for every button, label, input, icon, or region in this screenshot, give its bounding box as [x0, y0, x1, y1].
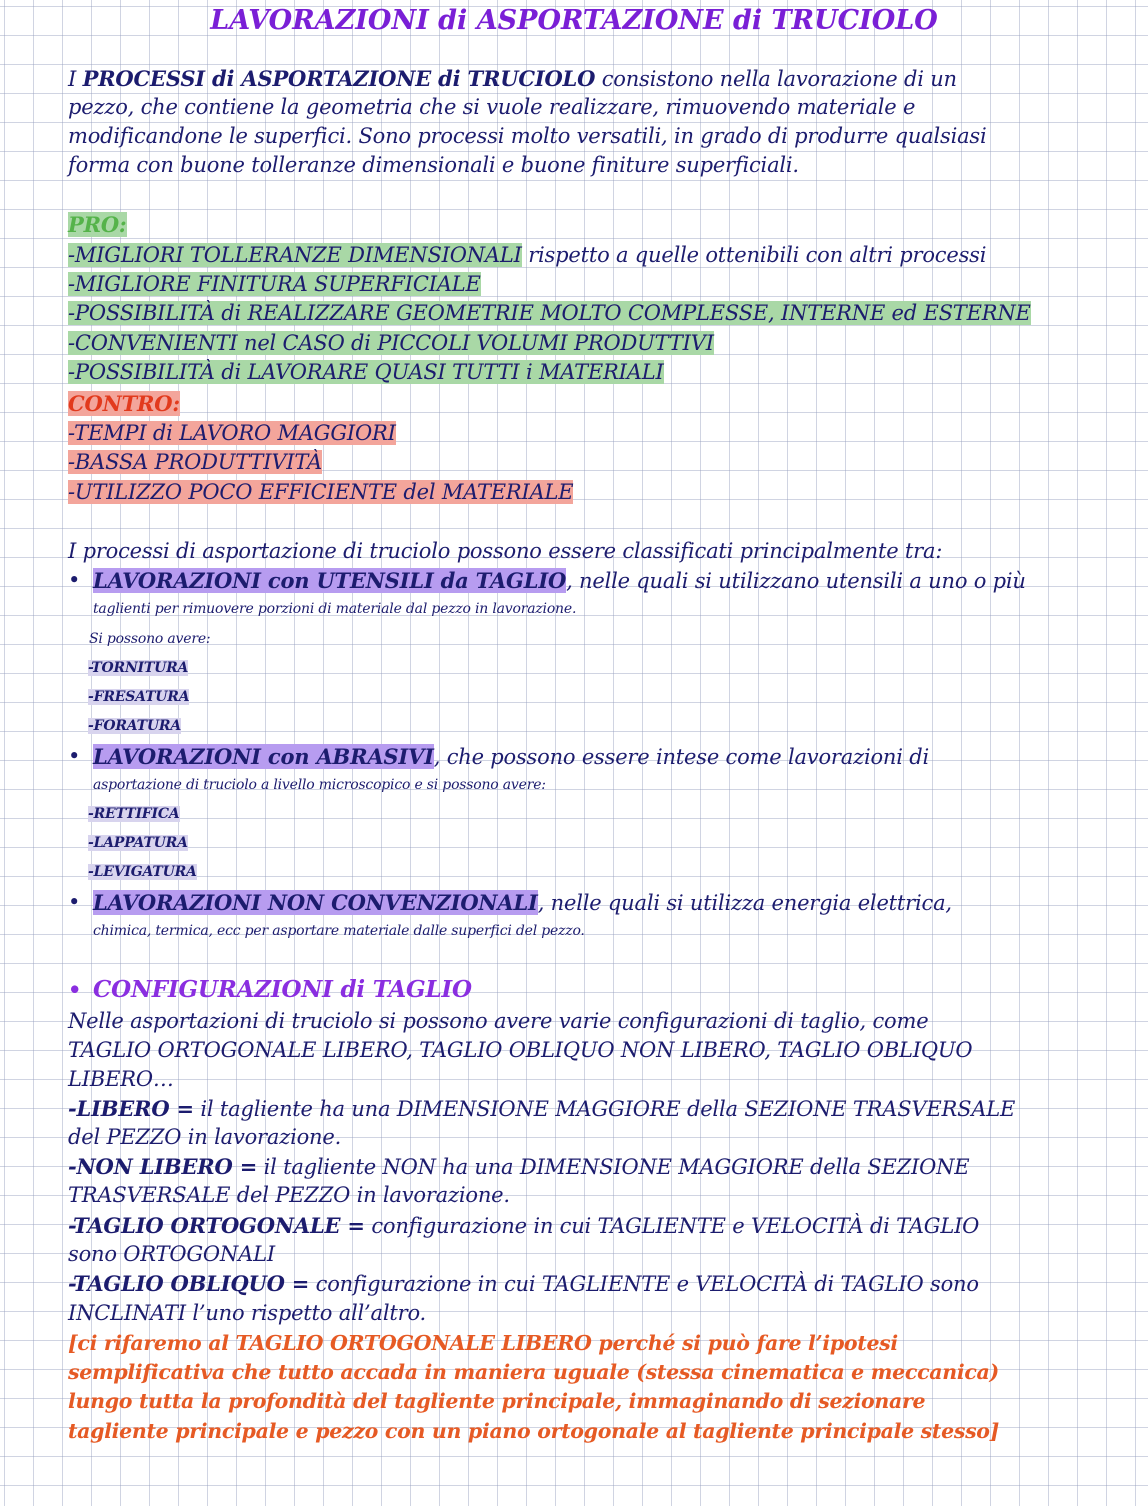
config-heading	[0, 975, 1060, 1004]
group-2-item-3	[88, 858, 1148, 887]
group-1-item-2-text: -FRESATURA	[88, 689, 190, 705]
def-non-libero-line-2: TRASVERSALE del PEZZO in lavorazione.	[68, 1183, 510, 1207]
contro-item-1	[68, 419, 1128, 448]
config-para-2: TAGLIO ORTOGONALE LIBERO, TAGLIO OBLIQUO NON LIBERO, TAGLIO OBLIQUO	[68, 1038, 973, 1062]
classification-intro: I processi di asportazione di truciolo possono essere classificati principalmente tra:	[68, 539, 943, 563]
def-libero-line-2: del PEZZO in lavorazione.	[68, 1125, 342, 1149]
group-3-term: LAVORAZIONI NON CONVENZIONALI	[93, 890, 538, 915]
contro-item-3-text: -UTILIZZO POCO EFFICIENTE del MATERIALE	[68, 480, 574, 504]
def-ortogonale	[68, 1211, 1128, 1240]
def-libero	[68, 1094, 1128, 1123]
pro-heading	[68, 210, 1128, 239]
note-line-2: semplificativa che tutto accada in maniera uguale (stessa cinematica e meccanica)	[68, 1360, 999, 1384]
group-1-item-3-text: -FORATURA	[88, 718, 182, 734]
bullet-icon: •	[68, 568, 81, 592]
page-title: LAVORAZIONI di ASPORTAZIONE di TRUCIOLO	[210, 5, 938, 36]
contro-item-2	[68, 448, 1128, 477]
intro-line-2: pezzo, che contiene la geometria che si vuole realizzare, rimuovendo materiale e	[68, 95, 916, 119]
note-line-1: [ci rifaremo al TAGLIO ORTOGONALE LIBERO perché si può fare l’ipotesi	[68, 1331, 898, 1355]
group-2-item-2	[88, 829, 1148, 858]
group-1-line-1	[0, 566, 1060, 595]
intro-line-3: modificandone le superfici. Sono processi molto versatili, in grado di produrre qualsiasi	[68, 124, 987, 148]
contro-item-1-text: -TEMPI di LAVORO MAGGIORI	[68, 421, 396, 445]
group-2-term: LAVORAZIONI con ABRASIVI	[93, 744, 434, 769]
group-1-item-1	[88, 654, 1148, 683]
config-para-1: Nelle asportazioni di truciolo si possono avere varie configurazioni di taglio, come	[68, 1009, 929, 1033]
contro-heading	[68, 389, 1128, 418]
pro-item-1-term: -MIGLIORI TOLLERANZE DIMENSIONALI	[68, 243, 522, 267]
bullet-icon: •	[68, 890, 81, 914]
def-non-libero-term: -NON LIBERO =	[68, 1154, 258, 1179]
pro-item-2	[68, 270, 1128, 299]
intro-lead: I	[68, 67, 83, 91]
intro-line-1	[68, 64, 1128, 93]
config-para-3: LIBERO…	[68, 1067, 174, 1091]
pro-item-3-text: -POSSIBILITÀ di REALIZZARE GEOMETRIE MOLTO COMPLESSE, INTERNE ed ESTERNE	[68, 301, 1031, 325]
pro-item-2-text: -MIGLIORE FINITURA SUPERFICIALE	[68, 272, 481, 296]
def-libero-rest: il tagliente ha una DIMENSIONE MAGGIORE della SEZIONE TRASVERSALE	[193, 1097, 1016, 1121]
def-obliquo-rest: configurazione in cui TAGLIENTE e VELOCITÀ di TAGLIO sono	[309, 1272, 979, 1296]
pro-label: PRO:	[68, 212, 127, 237]
def-non-libero-rest: il tagliente NON ha una DIMENSIONE MAGGIORE della SEZIONE	[257, 1155, 970, 1179]
pro-item-1	[68, 241, 1128, 270]
group-1-item-2	[88, 683, 1148, 712]
group-1-item-1-text: -TORNITURA	[88, 660, 189, 676]
intro-term: PROCESSI di ASPORTAZIONE di TRUCIOLO	[82, 66, 596, 91]
intro-line-1-rest: consistono nella lavorazione di un	[595, 67, 957, 91]
group-3-line-2: chimica, termica, ecc per asportare materiale dalle superfici del pezzo.	[93, 923, 585, 939]
group-2-line-2: asportazione di truciolo a livello microscopico e si possono avere:	[93, 777, 546, 793]
bullet-icon: •	[68, 977, 82, 1002]
group-2-rest: , che possono essere intese come lavorazioni di	[433, 745, 929, 769]
def-ortogonale-rest: configurazione in cui TAGLIENTE e VELOCITÀ di TAGLIO	[364, 1214, 980, 1238]
contro-item-2-text: -BASSA PRODUTTIVITÀ	[68, 450, 323, 474]
contro-item-3	[68, 478, 1128, 507]
group-1-item-3	[88, 712, 1148, 741]
group-1-rest: , nelle quali si utilizzano utensili a uno o più	[566, 569, 1026, 593]
group-1-line-3: Si possono avere:	[89, 631, 211, 647]
pro-item-4	[68, 329, 1128, 358]
group-2-item-1	[88, 800, 1148, 829]
note-line-3: lungo tutta la profondità del tagliente principale, immaginando di sezionare	[68, 1389, 926, 1413]
def-non-libero	[68, 1152, 1128, 1181]
pro-item-5-text: -POSSIBILITÀ di LAVORARE QUASI TUTTI i MATERIALI	[68, 360, 664, 384]
config-heading-text: CONFIGURAZIONI di TAGLIO	[93, 976, 472, 1003]
def-ortogonale-term: -TAGLIO ORTOGONALE =	[68, 1213, 365, 1238]
def-obliquo-term: -TAGLIO OBLIQUO =	[68, 1271, 310, 1296]
group-2-item-2-text: -LAPPATURA	[88, 835, 188, 851]
group-2-item-1-text: -RETTIFICA	[88, 806, 180, 822]
group-3-rest: , nelle quali si utilizza energia elettrica,	[537, 891, 952, 915]
pro-item-5	[68, 358, 1128, 387]
pro-item-3	[68, 299, 1128, 328]
group-1-line-2: taglienti per rimuovere porzioni di materiale dal pezzo in lavorazione.	[93, 601, 577, 617]
def-obliquo	[68, 1269, 1128, 1298]
group-2-item-3-text: -LEVIGATURA	[88, 864, 197, 880]
intro-line-4: forma con buone tolleranze dimensionali e buone finiture superficiali.	[68, 153, 799, 177]
bullet-icon: •	[68, 744, 81, 768]
def-ortogonale-line-2: sono ORTOGONALI	[68, 1242, 275, 1266]
group-2-line-1	[0, 742, 1060, 771]
group-3-line-1	[0, 888, 1060, 917]
pro-item-4-text: -CONVENIENTI nel CASO di PICCOLI VOLUMI PRODUTTIVI	[68, 331, 714, 355]
def-obliquo-line-2: INCLINATI l’uno rispetto all’altro.	[68, 1301, 426, 1325]
group-1-term: LAVORAZIONI con UTENSILI da TAGLIO	[93, 568, 567, 593]
pro-item-1-rest: rispetto a quelle ottenibili con altri processi	[521, 243, 987, 267]
def-libero-term: -LIBERO =	[68, 1096, 194, 1121]
note-line-4: tagliente principale e pezzo con un piano ortogonale al tagliente principale stesso]	[68, 1419, 1000, 1443]
contro-label: CONTRO:	[68, 391, 180, 416]
